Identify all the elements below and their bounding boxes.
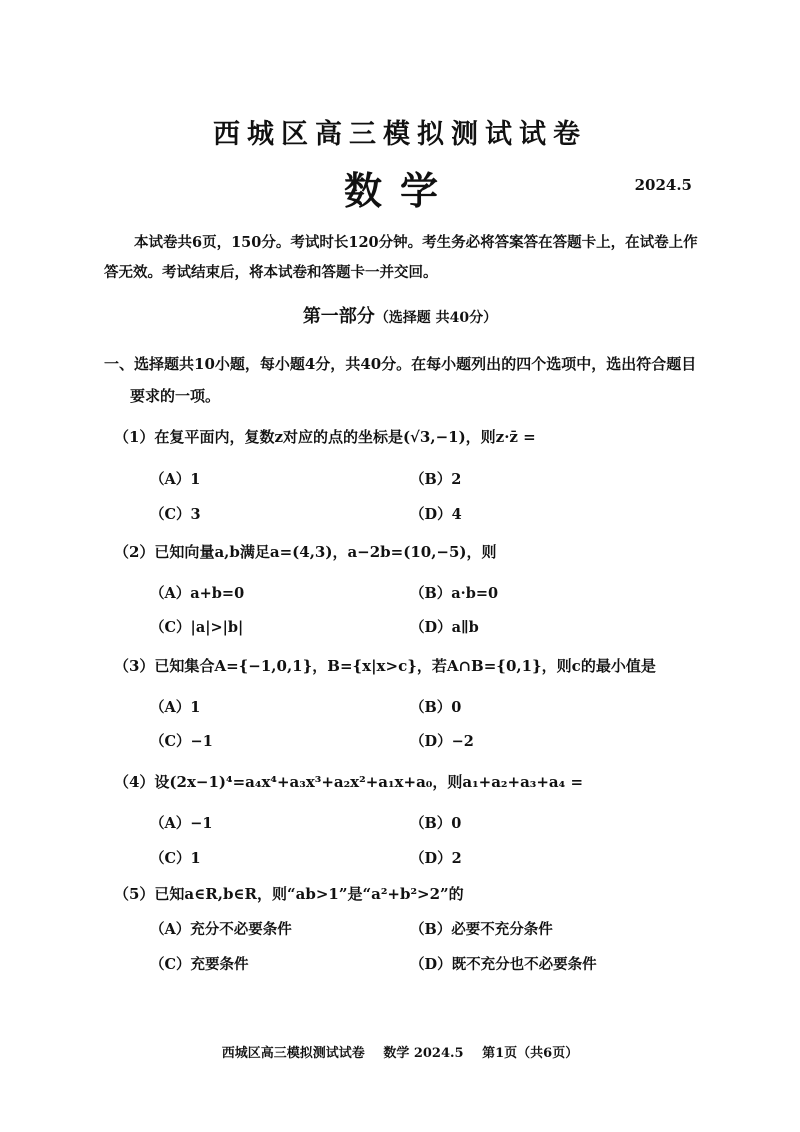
question-1-option-c: （C）3 [150,506,201,523]
question-4-stem: （4）设(2x−1)⁴=a₄x⁴+a₃x³+a₂x²+a₁x+a₀，则a₁+a₂+a₃+a₄ = [114,773,584,791]
question-1-option-d: （D）4 [410,506,462,523]
exam-date: 2024.5 [634,176,692,194]
section-line-1: 一、选择题共10小题，每小题4分，共40分。在每小题列出的四个选项中，选出符合题目 [104,355,697,373]
question-3-stem: （3）已知集合A={−1,0,1}，B={x|x>c}，若A∩B={0,1}，则c的最小值是 [114,657,656,675]
question-1-option-a: （A）1 [150,471,201,488]
question-2-option-b: （B）a·b=0 [410,585,499,602]
question-5-option-c: （C）充要条件 [150,956,249,973]
exam-title: 西城区高三模拟测试试卷 [213,119,587,150]
section-instructions [104,348,704,412]
part-heading [0,302,800,328]
footer-exam: 西城区高三模拟测试试卷 [221,1046,365,1061]
question-2-option-c: （C）|a|>|b| [150,619,244,636]
question-1-option-b: （B）2 [410,471,462,488]
question-3-option-b: （B）0 [410,699,462,716]
page-footer [0,1042,800,1061]
part-note: （选择题 共40分） [374,310,498,326]
footer-subject-date: 数学 2024.5 [383,1046,464,1061]
question-5-option-d: （D）既不充分也不必要条件 [410,956,597,973]
question-2-stem: （2）已知向量a,b满足a=(4,3)，a−2b=(10,−5)，则 [114,543,497,561]
question-1-stem: （1）在复平面内，复数z对应的点的坐标是(√3,−1)，则z·z̄ = [114,428,536,446]
question-3-option-a: （A）1 [150,699,201,716]
question-2-option-d: （D）a∥b [410,619,479,636]
question-5-option-a: （A）充分不必要条件 [150,921,292,938]
question-4-option-c: （C）1 [150,850,201,867]
question-5-option-b: （B）必要不充分条件 [410,921,553,938]
exam-subject: 数学 [343,168,456,213]
footer-page-number: 第1页（共6页） [482,1046,579,1061]
exam-instructions: 本试卷共6页，150分。考试时长120分钟。考生务必将答案答在答题卡上，在试卷上作答无效。考试结束后，将本试卷和答题卡一并交回。 [104,234,698,281]
question-5-stem: （5）已知a∈R,b∈R，则“ab>1”是“a²+b²>2”的 [114,885,464,903]
question-4-option-d: （D）2 [410,850,462,867]
question-3-option-d: （D）−2 [410,733,474,750]
question-3-option-c: （C）−1 [150,733,213,750]
question-2-option-a: （A）a+b=0 [150,585,245,602]
question-4-option-b: （B）0 [410,815,462,832]
question-4-option-a: （A）−1 [150,815,213,832]
section-line-2: 要求的一项。 [130,387,221,405]
part-title: 第一部分 [302,306,375,327]
